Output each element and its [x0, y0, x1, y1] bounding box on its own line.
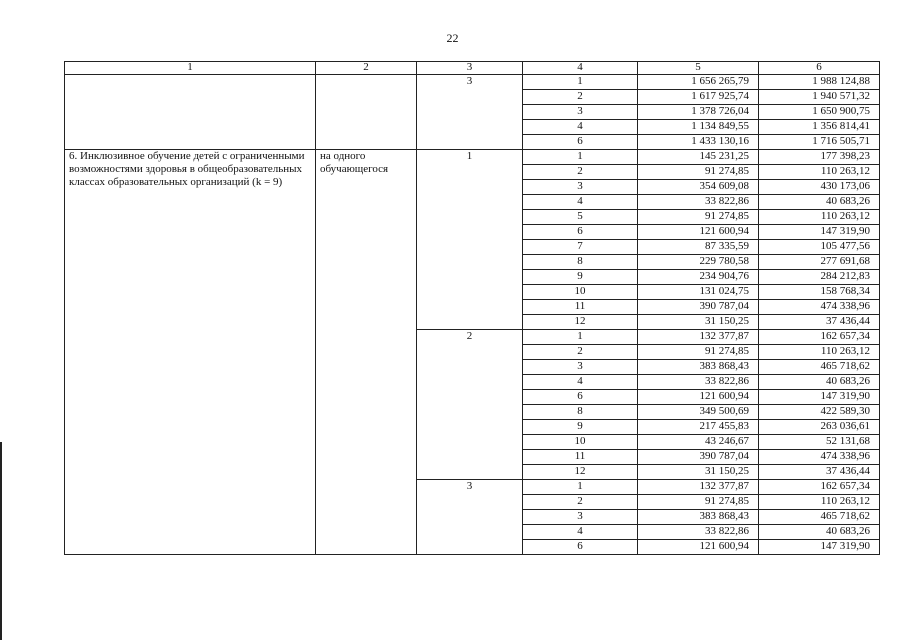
value-col5-cell: 31 150,25	[638, 465, 759, 480]
value-col5-cell: 1 378 726,04	[638, 105, 759, 120]
subindex-cell: 3	[523, 360, 638, 375]
value-col6-cell: 110 263,12	[759, 495, 880, 510]
subindex-cell: 8	[523, 405, 638, 420]
subindex-cell: 2	[523, 495, 638, 510]
subindex-cell: 1	[523, 480, 638, 495]
service-description-cell: 6. Инклюзивное обучение детей с ограниченными возможностями здоровья в общеобразовательных классах образовательных организаций (k = 9)	[65, 150, 316, 555]
subindex-cell: 4	[523, 195, 638, 210]
subindex-cell: 12	[523, 465, 638, 480]
service-description-cell	[65, 75, 316, 150]
value-col5-cell: 349 500,69	[638, 405, 759, 420]
value-col5-cell: 1 134 849,55	[638, 120, 759, 135]
value-col6-cell: 162 657,34	[759, 330, 880, 345]
value-col6-cell: 110 263,12	[759, 345, 880, 360]
value-col5-cell: 91 274,85	[638, 495, 759, 510]
value-col5-cell: 131 024,75	[638, 285, 759, 300]
subindex-cell: 5	[523, 210, 638, 225]
column-number-header: 4	[523, 62, 638, 75]
subindex-cell: 4	[523, 525, 638, 540]
table-row	[65, 150, 880, 165]
subindex-cell: 1	[523, 150, 638, 165]
subindex-cell: 12	[523, 315, 638, 330]
value-col5-cell: 91 274,85	[638, 165, 759, 180]
subindex-cell: 9	[523, 270, 638, 285]
value-col5-cell: 33 822,86	[638, 195, 759, 210]
subindex-cell: 2	[523, 345, 638, 360]
value-col6-cell: 147 319,90	[759, 540, 880, 555]
value-col5-cell: 121 600,94	[638, 225, 759, 240]
value-col5-cell: 390 787,04	[638, 450, 759, 465]
value-col6-cell: 422 589,30	[759, 405, 880, 420]
column-number-header: 3	[417, 62, 523, 75]
value-col6-cell: 37 436,44	[759, 315, 880, 330]
value-col6-cell: 40 683,26	[759, 525, 880, 540]
subindex-cell: 3	[523, 510, 638, 525]
subindex-cell: 4	[523, 120, 638, 135]
subindex-cell: 1	[523, 75, 638, 90]
subindex-cell: 10	[523, 435, 638, 450]
subindex-cell: 10	[523, 285, 638, 300]
value-col6-cell: 474 338,96	[759, 450, 880, 465]
value-col5-cell: 145 231,25	[638, 150, 759, 165]
value-col6-cell: 105 477,56	[759, 240, 880, 255]
value-col5-cell: 1 433 130,16	[638, 135, 759, 150]
value-col6-cell: 40 683,26	[759, 375, 880, 390]
value-col6-cell: 158 768,34	[759, 285, 880, 300]
value-col6-cell: 1 650 900,75	[759, 105, 880, 120]
value-col6-cell: 1 716 505,71	[759, 135, 880, 150]
value-col6-cell: 37 436,44	[759, 465, 880, 480]
value-col6-cell: 465 718,62	[759, 360, 880, 375]
value-col5-cell: 132 377,87	[638, 480, 759, 495]
column-number-header: 6	[759, 62, 880, 75]
k-group-cell: 1	[417, 150, 523, 330]
subindex-cell: 6	[523, 540, 638, 555]
column-number-header: 1	[65, 62, 316, 75]
k-group-cell: 3	[417, 75, 523, 150]
subindex-cell: 8	[523, 255, 638, 270]
value-col6-cell: 465 718,62	[759, 510, 880, 525]
value-col6-cell: 40 683,26	[759, 195, 880, 210]
subindex-cell: 2	[523, 90, 638, 105]
tariff-table	[64, 61, 880, 555]
value-col5-cell: 229 780,58	[638, 255, 759, 270]
value-col6-cell: 147 319,90	[759, 390, 880, 405]
value-col5-cell: 91 274,85	[638, 345, 759, 360]
value-col6-cell: 1 988 124,88	[759, 75, 880, 90]
subindex-cell: 1	[523, 330, 638, 345]
value-col5-cell: 33 822,86	[638, 525, 759, 540]
value-col5-cell: 390 787,04	[638, 300, 759, 315]
subindex-cell: 6	[523, 390, 638, 405]
value-col6-cell: 1 940 571,32	[759, 90, 880, 105]
subindex-cell: 11	[523, 300, 638, 315]
value-col5-cell: 91 274,85	[638, 210, 759, 225]
value-col5-cell: 31 150,25	[638, 315, 759, 330]
value-col5-cell: 33 822,86	[638, 375, 759, 390]
value-col6-cell: 1 356 814,41	[759, 120, 880, 135]
value-col6-cell: 162 657,34	[759, 480, 880, 495]
value-col6-cell: 430 173,06	[759, 180, 880, 195]
value-col5-cell: 87 335,59	[638, 240, 759, 255]
value-col6-cell: 263 036,61	[759, 420, 880, 435]
subindex-cell: 4	[523, 375, 638, 390]
subindex-cell: 11	[523, 450, 638, 465]
value-col5-cell: 1 656 265,79	[638, 75, 759, 90]
subindex-cell: 3	[523, 180, 638, 195]
subindex-cell: 6	[523, 135, 638, 150]
value-col5-cell: 132 377,87	[638, 330, 759, 345]
subindex-cell: 2	[523, 165, 638, 180]
unit-cell	[316, 75, 417, 150]
value-col6-cell: 474 338,96	[759, 300, 880, 315]
value-col5-cell: 1 617 925,74	[638, 90, 759, 105]
column-number-header: 5	[638, 62, 759, 75]
value-col5-cell: 354 609,08	[638, 180, 759, 195]
subindex-cell: 7	[523, 240, 638, 255]
value-col6-cell: 110 263,12	[759, 210, 880, 225]
subindex-cell: 9	[523, 420, 638, 435]
value-col6-cell: 284 212,83	[759, 270, 880, 285]
k-group-cell: 2	[417, 330, 523, 480]
value-col6-cell: 177 398,23	[759, 150, 880, 165]
value-col5-cell: 43 246,67	[638, 435, 759, 450]
value-col5-cell: 383 868,43	[638, 510, 759, 525]
subindex-cell: 6	[523, 225, 638, 240]
value-col5-cell: 234 904,76	[638, 270, 759, 285]
value-col5-cell: 121 600,94	[638, 540, 759, 555]
value-col6-cell: 147 319,90	[759, 225, 880, 240]
scan-edge-line	[0, 442, 2, 640]
value-col5-cell: 383 868,43	[638, 360, 759, 375]
page-number: 22	[446, 31, 459, 45]
unit-cell: на одного обучающегося	[316, 150, 417, 555]
value-col5-cell: 121 600,94	[638, 390, 759, 405]
k-group-cell: 3	[417, 480, 523, 555]
value-col6-cell: 277 691,68	[759, 255, 880, 270]
value-col6-cell: 52 131,68	[759, 435, 880, 450]
value-col6-cell: 110 263,12	[759, 165, 880, 180]
header-row	[65, 62, 880, 75]
column-number-header: 2	[316, 62, 417, 75]
table-row	[65, 75, 880, 90]
value-col5-cell: 217 455,83	[638, 420, 759, 435]
subindex-cell: 3	[523, 105, 638, 120]
